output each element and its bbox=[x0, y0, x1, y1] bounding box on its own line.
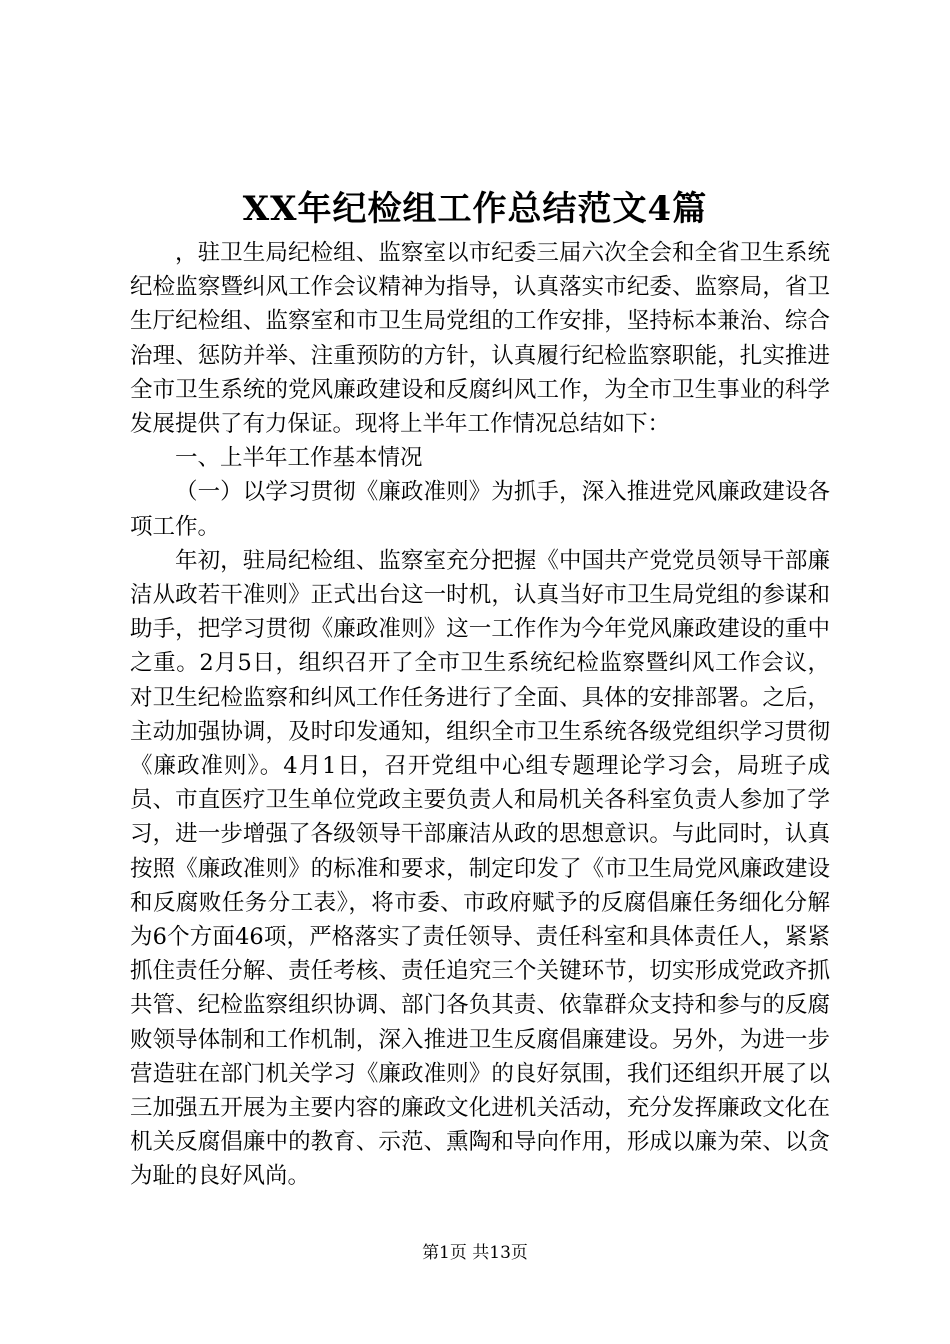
intro-paragraph: ，驻卫生局纪检组、监察室以市纪委三届六次全会和全省卫生系统纪检监察暨纠风工作会议精神为指导，认真落实市纪委、监察局，省卫生厅纪检组、监察室和市卫生局党组的工作安排，坚持标本兼治、综合治理、惩防并举、注重预防的方针，认真履行纪检监察职能，扎实推进全市卫生系统的党风廉政建设和反腐纠风工作，为全市卫生事业的科学发展提供了有力保证。现将上半年工作情况总结如下： bbox=[130, 240, 830, 438]
body-paragraph: 年初，驻局纪检组、监察室充分把握《中国共产党党员领导干部廉洁从政若干准则》正式出台这一时机，认真当好市卫生局党组的参谋和助手，把学习贯彻《廉政准则》这一工作作为今年党风廉政建设的重中之重。2月5日，组织召开了全市卫生系统纪检监察暨纠风工作会议，对卫生纪检监察和纠风工作任务进行了全面、具体的安排部署。之后，主动加强协调，及时印发通知，组织全市卫生系统各级党组织学习贯彻《廉政准则》。4月1日，召开党组中心组专题理论学习会，局班子成员、市直医疗卫生单位党政主要负责人和局机关各科室负责人参加了学习，进一步增强了各级领导干部廉洁从政的思想意识。与此同时，认真按照《廉政准则》的标准和要求，制定印发了《市卫生局党风廉政建设和反腐败任务分工表》，将市委、市政府赋予的反腐倡廉任务细化分解为6个方面46项，严格落实了责任领导、责任科室和具体责任人，紧紧抓住责任分解、责任考核、责任追究三个关键环节，切实形成党政齐抓共管、纪检监察组织协调、部门各负其责、依靠群众支持和参与的反腐败领导体制和工作机制，深入推进卫生反腐倡廉建设。另外，为进一步营造驻在部门机关学习《廉政准则》的良好氛围，我们还组织开展了以三加强五开展为主要内容的廉政文化进机关活动，充分发挥廉政文化在机关反腐倡廉中的教育、示范、熏陶和导向作用，形成以廉为荣、以贪为耻的良好风尚。 bbox=[130, 547, 830, 1190]
document-title: XX年纪检组工作总结范文4篇 bbox=[242, 189, 708, 229]
section-heading: 一、上半年工作基本情况 bbox=[175, 445, 423, 472]
subsection-heading: （一）以学习贯彻《廉政准则》为抓手，深入推进党风廉政建设各项工作。 bbox=[130, 479, 830, 540]
page-number-footer: 第1页 共13页 bbox=[422, 1243, 528, 1263]
document-body bbox=[130, 236, 830, 1194]
